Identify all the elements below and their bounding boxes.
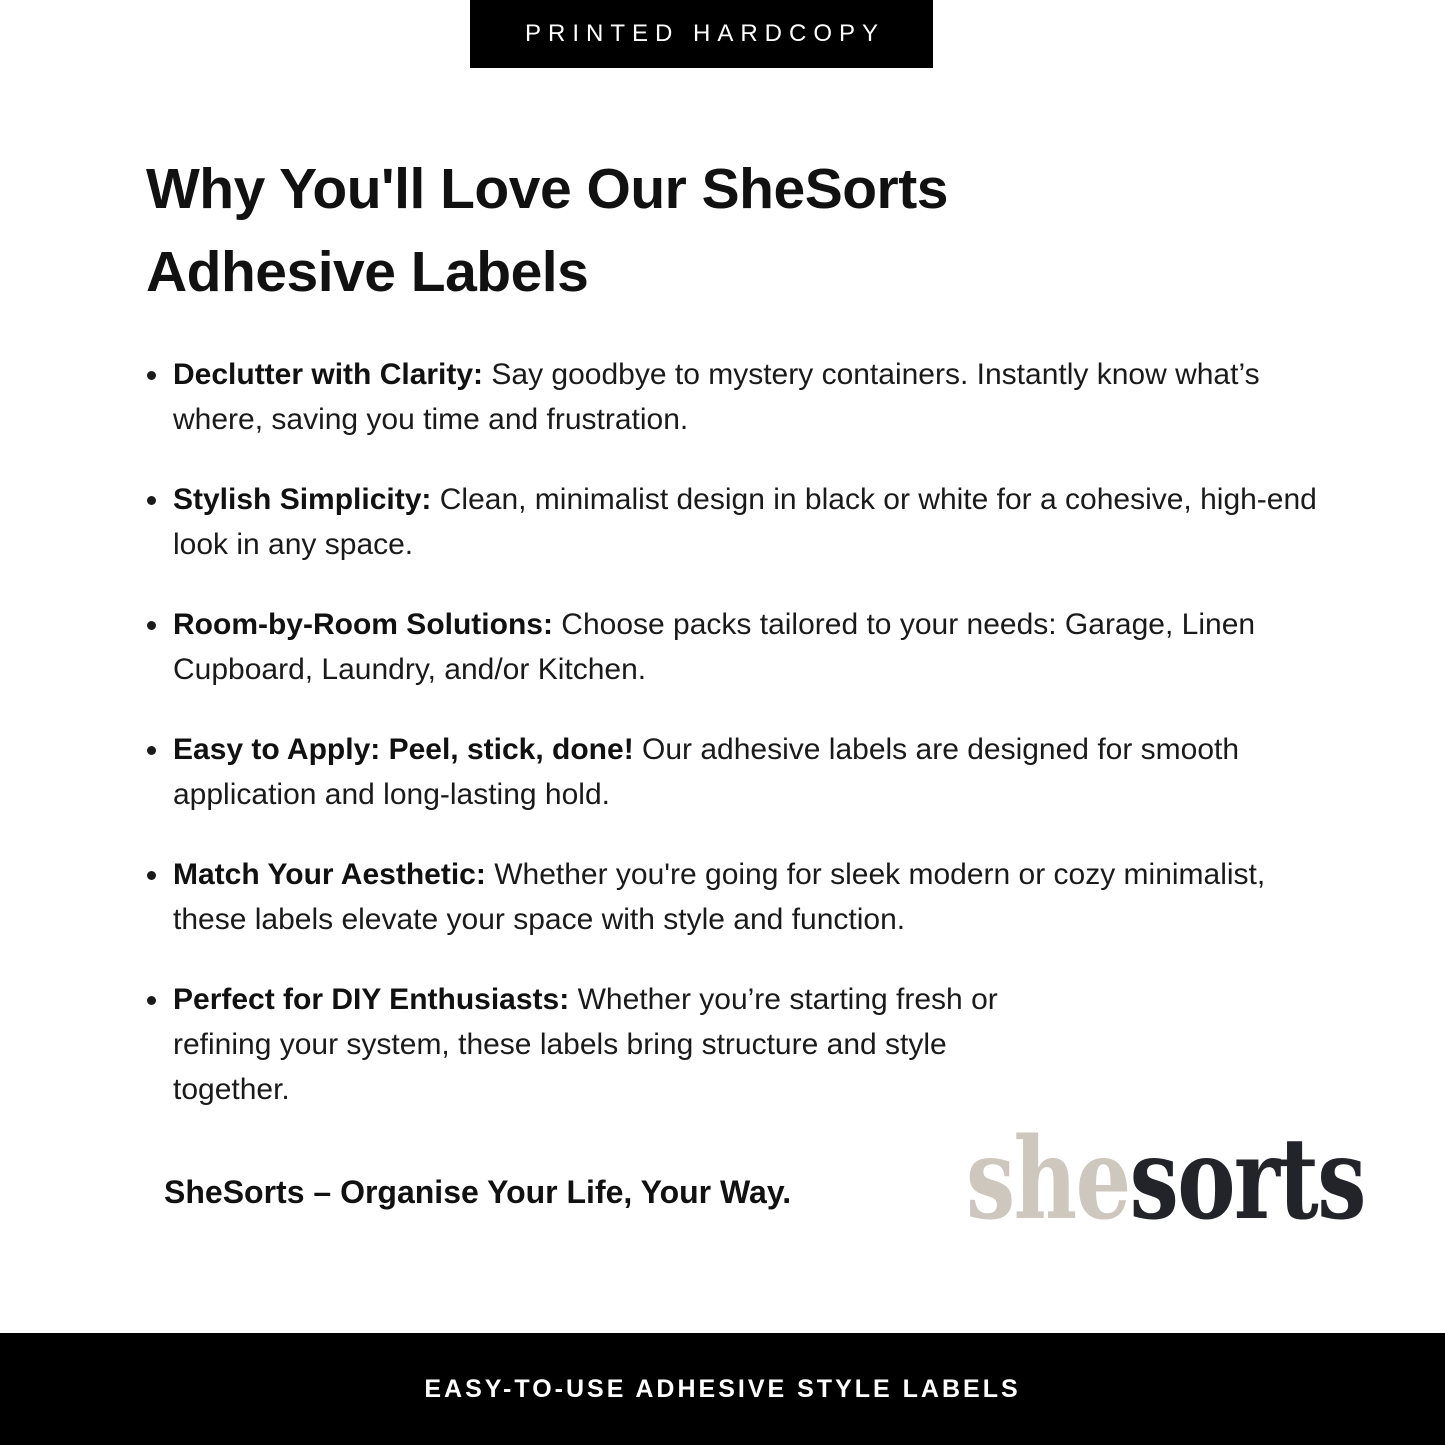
- footer-label: EASY-TO-USE ADHESIVE STYLE LABELS: [424, 1374, 1021, 1403]
- list-item-easy-apply: [146, 727, 1318, 817]
- tagline: SheSorts – Organise Your Life, Your Way.: [164, 1174, 792, 1210]
- benefit-body: Clean, minimalist design in black or white for a cohesive, high-end look in any space.: [173, 483, 1317, 561]
- benefit-lead: Easy to Apply: Peel, stick, done!: [173, 733, 634, 766]
- benefit-text: [173, 352, 1318, 442]
- logo-sorts: sorts: [1129, 1114, 1365, 1245]
- list-item-diy: [146, 977, 1318, 1112]
- benefit-lead: Stylish Simplicity:: [173, 483, 432, 516]
- list-item-declutter: [146, 352, 1318, 442]
- shesorts-logo: [966, 1114, 1365, 1245]
- benefit-text: [173, 852, 1318, 942]
- benefit-body: Say goodbye to mystery containers. Instantly know what’s where, saving you time and frustration.: [173, 358, 1260, 436]
- page-title: Why You'll Love Our SheSorts Adhesive Labels: [146, 157, 948, 304]
- printed-hardcopy-label: PRINTED HARDCOPY: [524, 20, 886, 47]
- benefit-body: Choose packs tailored to your needs: Garage, Linen Cupboard, Laundry, and/or Kitchen.: [173, 608, 1256, 686]
- benefit-text: [173, 977, 1018, 1112]
- footer-banner: [0, 1333, 1445, 1445]
- benefit-lead: Perfect for DIY Enthusiasts:: [173, 983, 570, 1016]
- benefits-list: [146, 352, 1318, 1147]
- benefit-lead: Room-by-Room Solutions:: [173, 608, 553, 641]
- list-item-room-by-room: [146, 602, 1318, 692]
- logo-she: she: [966, 1114, 1130, 1245]
- benefit-lead: Match Your Aesthetic:: [173, 858, 486, 891]
- benefit-lead: Declutter with Clarity:: [173, 358, 484, 391]
- list-item-aesthetic: [146, 852, 1318, 942]
- printed-hardcopy-banner: [470, 0, 933, 68]
- benefit-body: Our adhesive labels are designed for smooth application and long-lasting hold.: [173, 733, 1240, 811]
- benefit-text: [173, 477, 1318, 567]
- benefit-body: Whether you're going for sleek modern or cozy minimalist, these labels elevate your space with style and function.: [173, 858, 1266, 936]
- benefit-text: [173, 602, 1318, 692]
- benefit-text: [173, 727, 1318, 817]
- benefit-body: Whether you’re starting fresh or refining your system, these labels bring structure and style together.: [173, 983, 998, 1106]
- list-item-stylish: [146, 477, 1318, 567]
